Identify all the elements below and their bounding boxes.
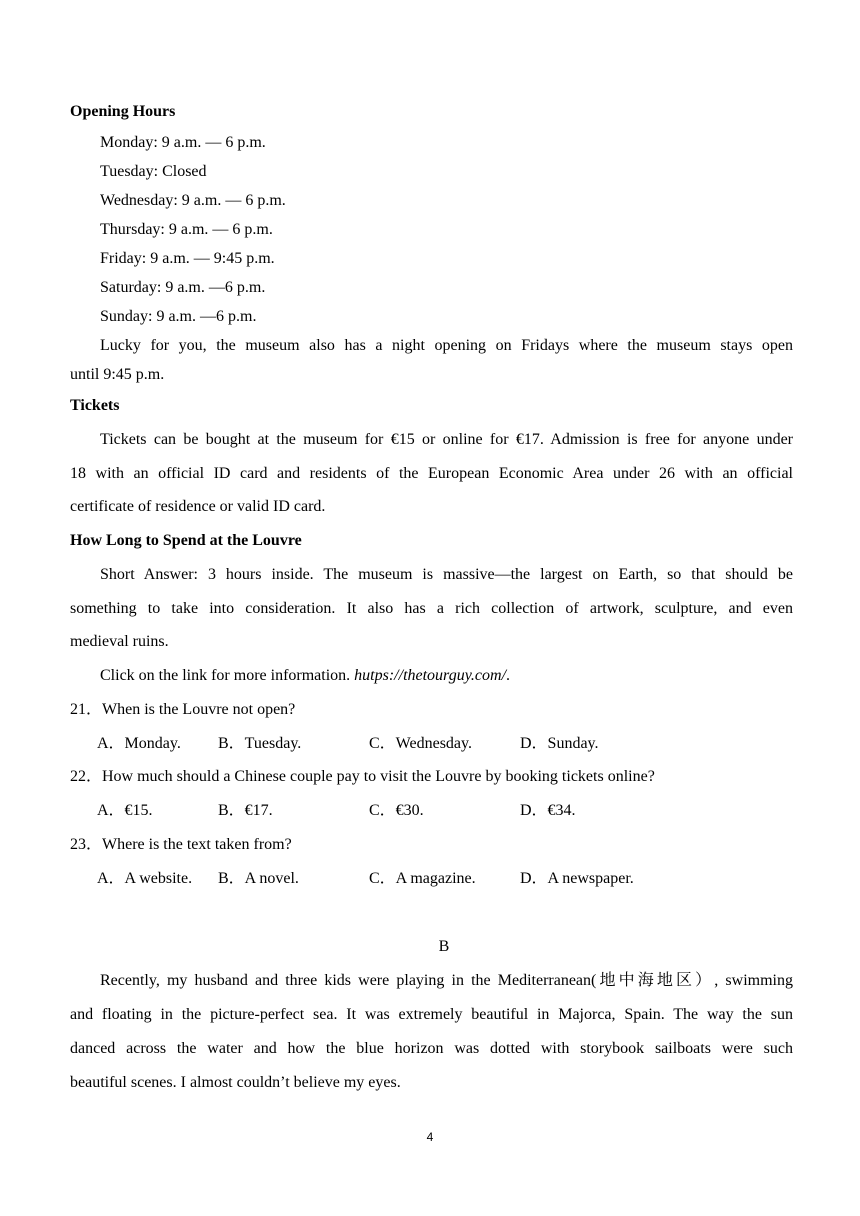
passage-b-line: Recently, my husband and three kids were playing in the Mediterranean(地中海地区）, swimming [100, 972, 793, 989]
question-21: 21．When is the Louvre not open? [70, 701, 296, 718]
question-23: 23．Where is the text taken from? [70, 836, 292, 853]
q22-option-b[interactable]: B．€17. [218, 802, 273, 819]
tickets-paragraph-line: Tickets can be bought at the museum for €15 or online for €17. Admission is free for anyone under [100, 431, 793, 448]
q21-option-d[interactable]: D．Sunday. [520, 735, 599, 752]
hours-saturday: Saturday: 9 a.m. —6 p.m. [100, 279, 266, 296]
passage-b-line: danced across the water and how the blue horizon was dotted with storybook sailboats were such [70, 1040, 793, 1057]
hours-monday: Monday: 9 a.m. — 6 p.m. [100, 134, 266, 151]
passage-b-line: and floating in the picture-perfect sea. It was extremely beautiful in Majorca, Spain. The way the sun [70, 1006, 793, 1023]
hours-thursday: Thursday: 9 a.m. — 6 p.m. [100, 221, 273, 238]
q22-option-d[interactable]: D．€34. [520, 802, 576, 819]
opening-hours-heading: Opening Hours [70, 103, 176, 120]
how-long-paragraph-line: medieval ruins. [70, 633, 169, 650]
tickets-heading: Tickets [70, 397, 120, 414]
how-long-paragraph-line: something to take into consideration. It also has a rich collection of artwork, sculpture, and even [70, 600, 793, 617]
q22-option-a[interactable]: A．€15. [97, 802, 153, 819]
hours-sunday: Sunday: 9 a.m. —6 p.m. [100, 308, 257, 325]
q21-option-c[interactable]: C．Wednesday. [369, 735, 472, 752]
more-info-text: Click on the link for more information. [100, 667, 355, 684]
more-info-period: . [506, 667, 511, 684]
how-long-paragraph-line: Short Answer: 3 hours inside. The museum is massive—the largest on Earth, so that should be [100, 566, 793, 583]
tickets-paragraph-line: certificate of residence or valid ID card. [70, 498, 326, 515]
hours-tuesday: Tuesday: Closed [100, 163, 207, 180]
q23-option-a[interactable]: A．A website. [97, 870, 193, 887]
night-opening-note-line: Lucky for you, the museum also has a night opening on Fridays where the museum stays open [100, 337, 793, 354]
q23-option-d[interactable]: D．A newspaper. [520, 870, 634, 887]
q21-option-b[interactable]: B．Tuesday. [218, 735, 302, 752]
night-opening-note-line: until 9:45 p.m. [70, 366, 165, 383]
how-long-heading: How Long to Spend at the Louvre [70, 532, 302, 549]
q23-option-c[interactable]: C．A magazine. [369, 870, 476, 887]
more-info-link[interactable]: hutps://thetourguy.com/ [354, 667, 507, 684]
q21-option-a[interactable]: A．Monday. [97, 735, 181, 752]
hours-friday: Friday: 9 a.m. — 9:45 p.m. [100, 250, 275, 267]
hours-wednesday: Wednesday: 9 a.m. — 6 p.m. [100, 192, 286, 209]
tickets-paragraph-line: 18 with an official ID card and residents of the European Economic Area under 26 with an official [70, 465, 793, 482]
q23-option-b[interactable]: B．A novel. [218, 870, 299, 887]
q22-option-c[interactable]: C．€30. [369, 802, 424, 819]
question-22: 22．How much should a Chinese couple pay to visit the Louvre by booking tickets online? [70, 768, 655, 785]
passage-b-line: beautiful scenes. I almost couldn’t believe my eyes. [70, 1074, 401, 1091]
more-info-line [100, 666, 510, 686]
page-number: 4 [426, 1130, 434, 1144]
passage-b-label: B [438, 938, 450, 955]
